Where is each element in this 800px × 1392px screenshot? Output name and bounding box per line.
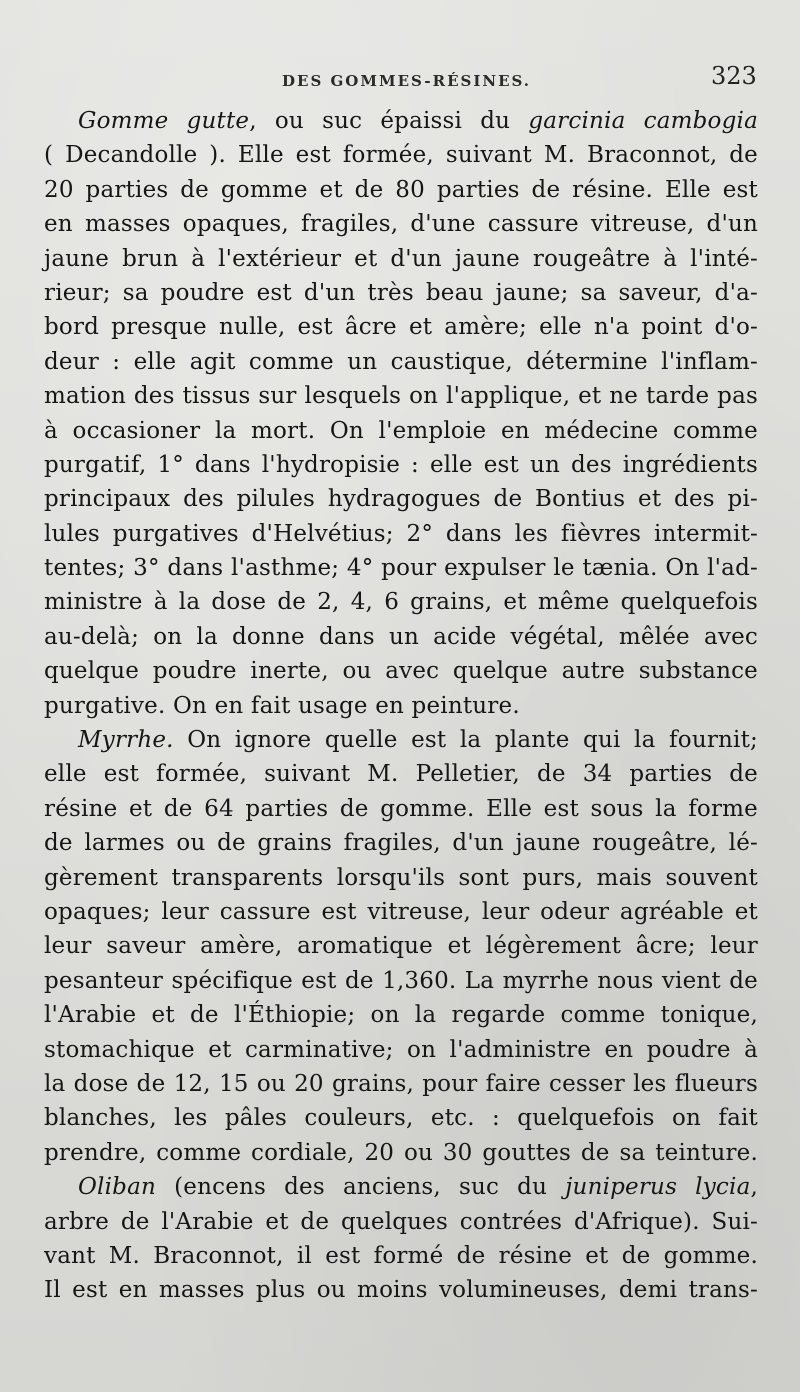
text-line: opaques; leur cassure est vitreuse, leur odeur agréable et bbox=[44, 898, 758, 925]
running-title: DES GOMMES-RÉSINES. bbox=[282, 72, 532, 90]
text-line: lules purgatives d'Helvétius; 2° dans les fièvres intermit- bbox=[44, 520, 758, 547]
text-line: pesanteur spécifique est de 1,360. La myrrhe nous vient de bbox=[44, 967, 758, 994]
text-line: purgatif, 1° dans l'hydropisie : elle est un des ingrédients bbox=[44, 451, 758, 478]
text-line: la dose de 12, 15 ou 20 grains, pour faire cesser les flueurs bbox=[44, 1070, 758, 1097]
text-line: ministre à la dose de 2, 4, 6 grains, et même quelquefois bbox=[44, 589, 758, 616]
body-text bbox=[44, 104, 758, 1308]
text-line: Gomme gutte, ou suc épaissi du garcinia cambogia bbox=[78, 108, 758, 134]
text-line: à occasioner la mort. On l'emploie en médecine comme bbox=[44, 417, 758, 444]
text-line: principaux des pilules hydragogues de Bontius et des pi- bbox=[44, 486, 758, 513]
text-line: prendre, comme cordiale, 20 ou 30 gouttes de sa teinture. bbox=[44, 1139, 758, 1166]
text-line: Il est en masses plus ou moins volumineuses, demi trans- bbox=[44, 1277, 758, 1304]
text-line: arbre de l'Arabie et de quelques contrées d'Afrique). Sui- bbox=[44, 1208, 758, 1235]
text-line: purgative. On en fait usage en peinture. bbox=[44, 692, 520, 719]
text-line: en masses opaques, fragiles, d'une cassure vitreuse, d'un bbox=[44, 211, 758, 238]
term-oliban: Oliban bbox=[78, 1174, 157, 1201]
text-line: stomachique et carminative; on l'administre en poudre à bbox=[44, 1036, 758, 1063]
text-line: elle est formée, suivant M. Pelletier, de 34 parties de bbox=[44, 761, 758, 788]
text-line: quelque poudre inerte, ou avec quelque autre substance bbox=[44, 658, 758, 685]
text-line: résine et de 64 parties de gomme. Elle est sous la forme bbox=[44, 795, 758, 822]
text-line: au-delà; on la donne dans un acide végétal, mêlée avec bbox=[44, 623, 758, 650]
text-line: l'Arabie et de l'Éthiopie; on la regarde comme tonique, bbox=[44, 1002, 758, 1029]
text-line: tentes; 3° dans l'asthme; 4° pour expulser le tænia. On l'ad- bbox=[44, 555, 758, 582]
text-line: bord presque nulle, est âcre et amère; elle n'a point d'o- bbox=[44, 314, 758, 341]
text-line: ( Decandolle ). Elle est formée, suivant M. Braconnot, de bbox=[44, 142, 758, 169]
text-line: Oliban (encens des anciens, suc du juniperus lycia, bbox=[78, 1174, 758, 1201]
text-line: blanches, les pâles couleurs, etc. : quelquefois on fait bbox=[44, 1105, 758, 1132]
text-line: de larmes ou de grains fragiles, d'un jaune rougeâtre, lé- bbox=[44, 830, 758, 857]
text-line: leur saveur amère, aromatique et légèrement âcre; leur bbox=[44, 933, 758, 960]
term-myrrhe: Myrrhe. bbox=[78, 727, 174, 754]
text-line: 20 parties de gomme et de 80 parties de résine. Elle est bbox=[44, 176, 758, 203]
text-line: deur : elle agit comme un caustique, détermine l'inflam- bbox=[44, 348, 758, 375]
text-line: mation des tissus sur lesquels on l'applique, et ne tarde pas bbox=[44, 383, 758, 410]
text-line: rieur; sa poudre est d'un très beau jaune; sa saveur, d'a- bbox=[44, 279, 758, 306]
text-line: vant M. Braconnot, il est formé de résine et de gomme. bbox=[44, 1242, 758, 1269]
term-gomme-gutte: Gomme gutte bbox=[78, 108, 250, 134]
text-line: gèrement transparents lorsqu'ils sont purs, mais souvent bbox=[44, 864, 758, 891]
page-number: 323 bbox=[711, 62, 757, 90]
term-garcinia-cambogia: garcinia cambogia bbox=[528, 108, 758, 134]
text-line: jaune brun à l'extérieur et d'un jaune rougeâtre à l'inté- bbox=[44, 245, 758, 272]
text-line: Myrrhe. On ignore quelle est la plante qui la fournit; bbox=[78, 727, 758, 754]
term-juniperus-lycia: juniperus lycia bbox=[565, 1174, 751, 1201]
